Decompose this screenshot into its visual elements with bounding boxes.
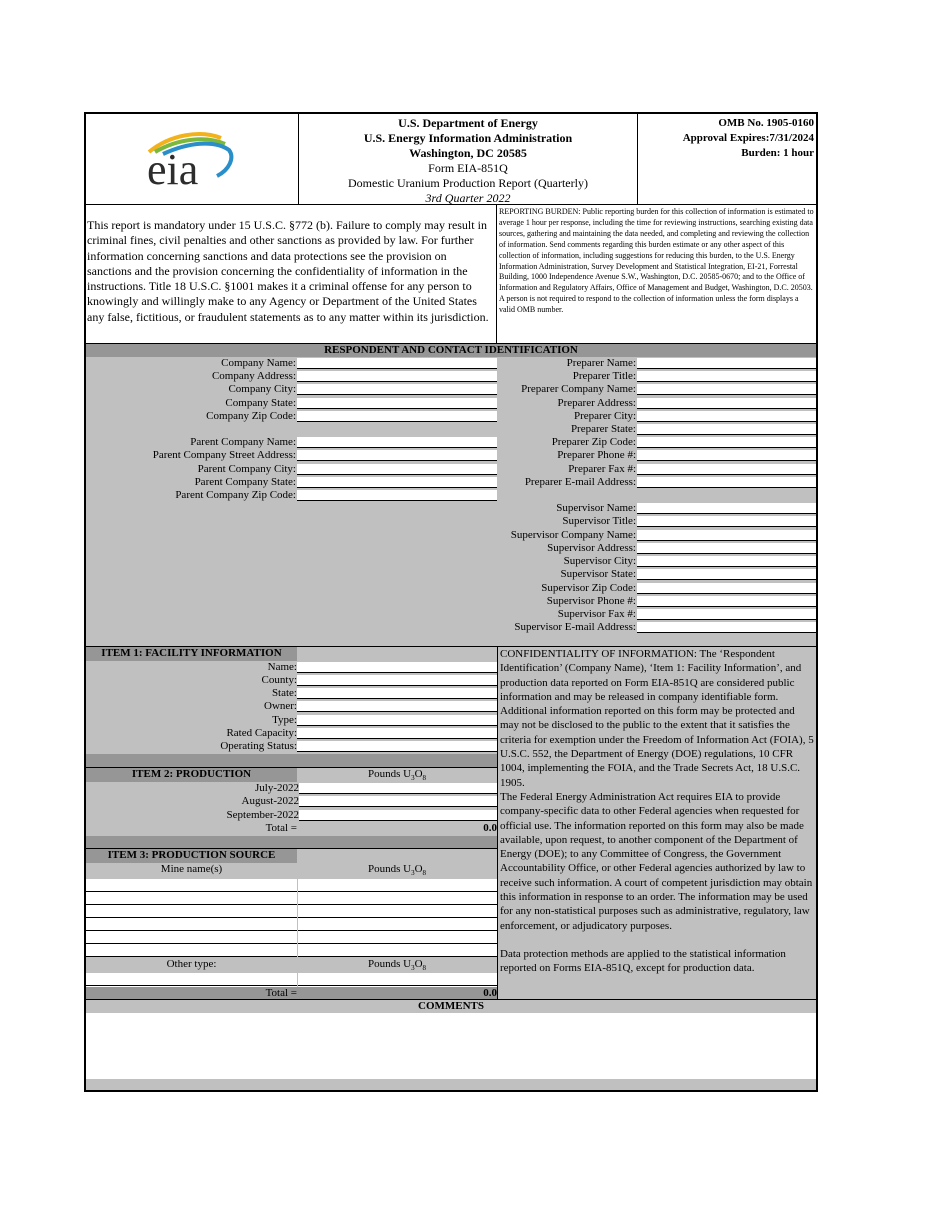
company-city-input[interactable] (297, 384, 497, 395)
items-column (86, 647, 497, 999)
supervisor-title-label: Supervisor Title: (562, 515, 636, 527)
mine-name-input[interactable] (86, 905, 297, 918)
source-total-label: Total = (265, 987, 297, 999)
unit-subscript: 3 (411, 774, 415, 783)
mine-pounds-input[interactable] (298, 892, 497, 905)
preparer-city-input[interactable] (637, 411, 816, 422)
supervisor-state-input[interactable] (637, 569, 816, 580)
confidentiality-notice (497, 647, 816, 999)
parent-company-name-input[interactable] (297, 437, 497, 448)
preparer-title-input[interactable] (637, 371, 816, 382)
supervisor-company-input[interactable] (637, 530, 816, 541)
parent-company-address-label: Parent Company Street Address: (152, 449, 296, 461)
parent-company-city-label: Parent Company City: (197, 463, 296, 475)
month-3-production-input[interactable] (299, 810, 497, 821)
preparer-name-label: Preparer Name: (566, 357, 636, 369)
preparer-zip-label: Preparer Zip Code: (551, 436, 636, 448)
unit-label: O (414, 768, 423, 780)
company-city-label: Company City: (228, 383, 296, 395)
preparer-fax-input[interactable] (637, 464, 816, 475)
unit-label: Pounds U (367, 958, 412, 970)
preparer-title-label: Preparer Title: (572, 370, 636, 382)
svg-text:eia: eia (147, 145, 199, 188)
burden-hours: Burden: 1 hour (741, 147, 814, 159)
mine-name-input[interactable] (86, 879, 297, 892)
parent-company-city-input[interactable] (297, 464, 497, 475)
company-address-label: Company Address: (211, 370, 296, 382)
supervisor-name-label: Supervisor Name: (556, 502, 636, 514)
facility-owner-label: Owner: (264, 700, 297, 712)
month-1-label: July-2022 (255, 782, 299, 794)
preparer-state-label: Preparer State: (570, 423, 636, 435)
other-type-header: Other type: (166, 958, 217, 970)
comments-textarea[interactable] (86, 1013, 816, 1079)
supervisor-address-input[interactable] (637, 543, 816, 554)
supervisor-name-input[interactable] (637, 503, 816, 514)
month-2-label: August-2022 (241, 795, 299, 807)
parent-company-state-label: Parent Company State: (194, 476, 296, 488)
supervisor-zip-input[interactable] (637, 583, 816, 594)
parent-company-zip-label: Parent Company Zip Code: (175, 489, 296, 501)
mine-names-header: Mine name(s) (160, 863, 223, 875)
omb-number: OMB No. 1905-0160 (718, 117, 814, 129)
agency-name: U.S. Energy Information Administration (363, 131, 573, 145)
preparer-state-input[interactable] (637, 424, 816, 435)
company-name-input[interactable] (297, 358, 497, 369)
unit-label: Pounds U (367, 768, 412, 780)
supervisor-fax-label: Supervisor Fax #: (557, 608, 636, 620)
item3-title: ITEM 3: PRODUCTION SOURCE (86, 849, 297, 863)
facility-state-label: State: (271, 687, 297, 699)
facility-owner-input[interactable] (297, 701, 497, 712)
unit-subscript: 3 (411, 869, 415, 878)
unit-label: O (414, 958, 423, 970)
mine-pounds-input[interactable] (298, 905, 497, 918)
operating-status-label: Operating Status: (220, 740, 297, 752)
supervisor-address-label: Supervisor Address: (547, 542, 636, 554)
comments-title: COMMENTS (86, 1000, 816, 1013)
unit-subscript: 8 (422, 964, 427, 973)
header-title-block (299, 114, 638, 204)
supervisor-zip-label: Supervisor Zip Code: (541, 582, 636, 594)
mine-name-input[interactable] (86, 944, 297, 957)
omb-block (638, 114, 816, 204)
parent-company-zip-input[interactable] (297, 490, 497, 501)
supervisor-phone-label: Supervisor Phone #: (546, 595, 636, 607)
supervisor-company-label: Supervisor Company Name: (510, 529, 636, 541)
preparer-phone-label: Preparer Phone #: (557, 449, 636, 461)
supervisor-email-input[interactable] (637, 622, 816, 633)
form-title: Domestic Uranium Production Report (Quarterly) (348, 176, 588, 190)
mine-pounds-input[interactable] (298, 879, 497, 892)
facility-county-label: County: (261, 674, 297, 686)
production-total-value: 0.0 (483, 822, 497, 834)
reporting-period: 3rd Quarter 2022 (425, 191, 511, 205)
respondent-section (86, 344, 816, 646)
confidentiality-paragraph-2: The Federal Energy Administration Act requires EIA to provide company-specific data to other Federal agencies when requested for official use. The information reported on this form may also be made available, upon request, to another component of the Department of Energy (DOE); to any Committee of Congress, the Government Accountability Office, or other Federal agencies authorized by law to receive such information. A court of competent jurisdiction may obtain this information in response to an order. The information may be used for any non-statistical purposes such as administrative, regulatory, law enforcement, or adjudicatory purposes. (500, 790, 813, 932)
facility-name-input[interactable] (297, 662, 497, 673)
unit-subscript: 8 (422, 869, 427, 878)
supervisor-title-input[interactable] (637, 516, 816, 527)
confidentiality-paragraph-3: Data protection methods are applied to the statistical information reported on Forms EIA-851Q, except for production data. (500, 947, 786, 975)
other-unit-header (297, 958, 497, 972)
mine-name-input[interactable] (86, 892, 297, 905)
source-unit-header (297, 863, 497, 877)
supervisor-fax-input[interactable] (637, 609, 816, 620)
comments-footer-bar (86, 1079, 816, 1090)
company-state-input[interactable] (297, 398, 497, 409)
supervisor-city-label: Supervisor City: (563, 555, 636, 567)
preparer-zip-input[interactable] (637, 437, 816, 448)
company-state-label: Company State: (225, 397, 296, 409)
reporting-burden-notice: REPORTING BURDEN: Public reporting burden for this collection of information is estimated to average 1 hour per response, including the time for reviewing instructions, searching existing data sources, gathering and maintaining the data needed, and completing and reviewing the collection of information. Send comments regarding this burden estimate or any other aspect of this collection of information, including suggestions for reducing this burden, to the U.S. Energy Information Administration, Survey Development and Statistical Integration, EI-21, Forrestal Building, 1000 Independence Avenue S.W., Washington, D.C. 20585-0670; and to the Office of Information and Regulatory Affairs, Office of Management and Budget, Washington, D.C. 20503. A person is not required to respond to the collection of information unless the form displays a valid OMB number. (499, 207, 814, 315)
item1-title: ITEM 1: FACILITY INFORMATION (86, 647, 297, 661)
eia-851q-form (84, 112, 818, 1092)
production-total-label: Total = (265, 822, 297, 834)
logo-cell (86, 114, 299, 204)
month-2-production-input[interactable] (299, 796, 497, 807)
unit-label: O (414, 863, 423, 875)
form-number: Form EIA-851Q (428, 161, 508, 175)
unit-subscript: 8 (422, 774, 427, 783)
supervisor-city-input[interactable] (637, 556, 816, 567)
preparer-address-input[interactable] (637, 398, 816, 409)
production-unit-header (297, 768, 497, 782)
rated-capacity-label: Rated Capacity: (226, 727, 297, 739)
preparer-fax-label: Preparer Fax #: (568, 463, 636, 475)
company-address-input[interactable] (297, 371, 497, 382)
company-zip-input[interactable] (297, 411, 497, 422)
department-name: U.S. Department of Energy (398, 116, 538, 130)
agency-city: Washington, DC 20585 (409, 146, 527, 160)
item2-title: ITEM 2: PRODUCTION (86, 768, 297, 782)
facility-name-label: Name: (267, 661, 297, 673)
mine-pounds-input[interactable] (298, 918, 497, 931)
month-3-label: September-2022 (226, 809, 299, 821)
unit-label: Pounds U (367, 863, 412, 875)
mine-name-input[interactable] (86, 918, 297, 931)
preparer-company-input[interactable] (637, 384, 816, 395)
supervisor-state-label: Supervisor State: (560, 568, 636, 580)
company-zip-label: Company Zip Code: (206, 410, 296, 422)
parent-company-name-label: Parent Company Name: (190, 436, 296, 448)
preparer-email-input[interactable] (637, 477, 816, 488)
operating-status-input[interactable] (297, 741, 497, 752)
parent-company-address-input[interactable] (297, 450, 497, 461)
company-name-label: Company Name: (221, 357, 296, 369)
preparer-email-label: Preparer E-mail Address: (524, 476, 636, 488)
other-type-input[interactable] (86, 973, 297, 986)
respondent-section-title: RESPONDENT AND CONTACT IDENTIFICATION (86, 344, 816, 357)
parent-company-state-input[interactable] (297, 477, 497, 488)
mine-pounds-input[interactable] (298, 931, 497, 944)
approval-expires: Approval Expires:7/31/2024 (682, 132, 814, 144)
confidentiality-paragraph-1: CONFIDENTIALITY OF INFORMATION: The ‘Respondent Identification’ (Company Name), ‘Item 1: Facility Information’, and production data reported on Form EIA-851Q are considered public information and may be released in company identifiable form. Additional information reported on this form may be protected and may not be disclosed to the public to the extent that it satisfies the criteria for exemption under the Freedom of Information Act (FOIA), 5 U.S.C. 552, the Department of Energy (DOE) regulations, 10 CFR 1004, implementing the FOIA, and the Trade Secrets Act, 18 U.S.C. 1905. (500, 648, 814, 789)
preparer-phone-input[interactable] (637, 450, 816, 461)
facility-type-input[interactable] (297, 715, 497, 726)
preparer-address-label: Preparer Address: (557, 397, 636, 409)
supervisor-phone-input[interactable] (637, 596, 816, 607)
facility-county-input[interactable] (297, 675, 497, 686)
facility-type-label: Type: (272, 714, 297, 726)
facility-state-input[interactable] (297, 688, 497, 699)
eia-logo-icon (141, 126, 251, 188)
rated-capacity-input[interactable] (297, 728, 497, 739)
preparer-city-label: Preparer City: (573, 410, 636, 422)
mandatory-notice: This report is mandatory under 15 U.S.C. §772 (b). Failure to comply may result in criminal fines, civil penalties and other sanctions as provided by law. For further information concerning sanctions and data protections see the provision on sanctions and the provision concerning the confidentiality of information in the instructions. Title 18 U.S.C. §1001 makes it a criminal offense for any person to knowingly and willingly make to any Agency or Department of the United States any false, fictitious, or fraudulent statements as to any matter within its jurisdiction. (86, 205, 497, 343)
preparer-company-label: Preparer Company Name: (521, 383, 636, 395)
preparer-name-input[interactable] (637, 358, 816, 369)
month-1-production-input[interactable] (299, 783, 497, 794)
mine-name-input[interactable] (86, 931, 297, 944)
item1-footer-bar (86, 754, 497, 768)
supervisor-email-label: Supervisor E-mail Address: (514, 621, 636, 633)
unit-subscript: 3 (411, 964, 415, 973)
source-total-value: 0.0 (483, 987, 497, 999)
other-pounds-input[interactable] (298, 973, 497, 986)
mine-pounds-input[interactable] (298, 944, 497, 957)
